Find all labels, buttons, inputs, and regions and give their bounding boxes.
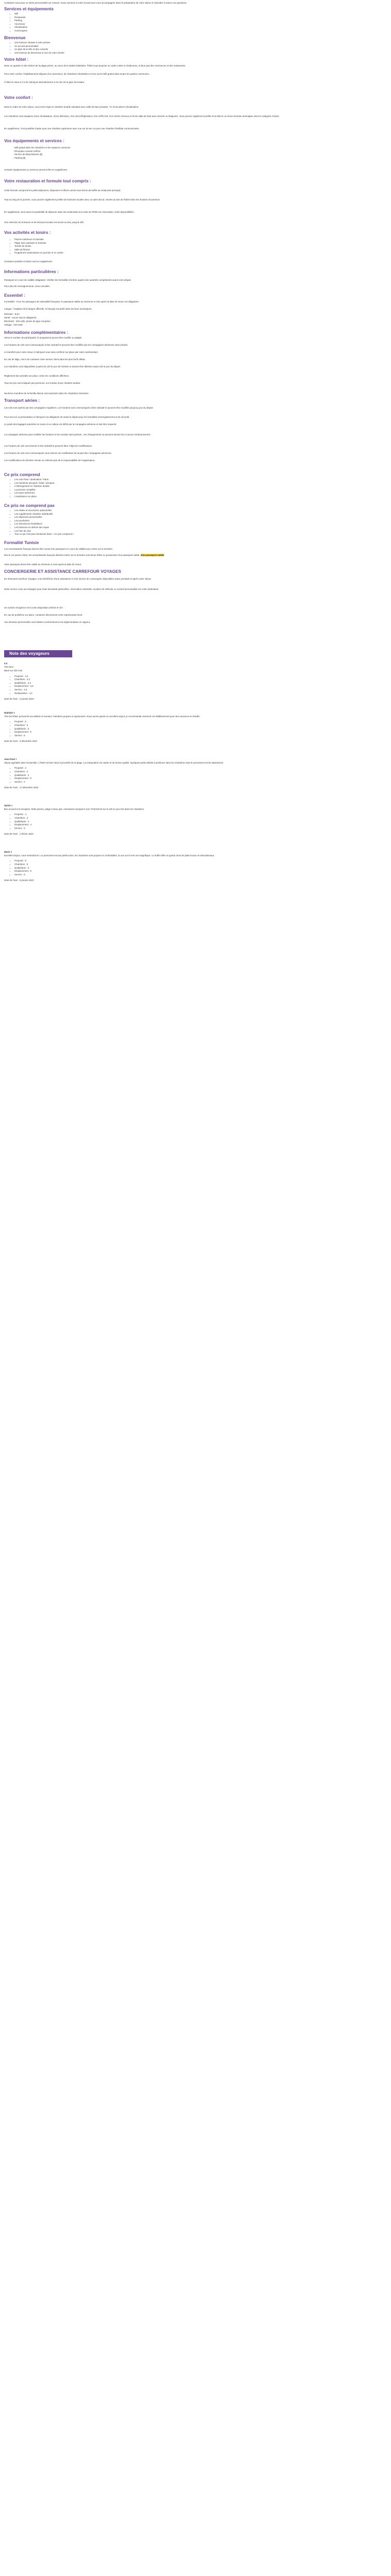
list-item: • Un accueil personnalisé bbox=[14, 45, 391, 48]
services-list bbox=[4, 12, 391, 33]
hotel-p3: L'hôtel se situe à 2 h de l'aéroport international et à 10 min de la gare ferroviaire. bbox=[4, 81, 85, 83]
list-item: • Piscine extérieure et transats bbox=[14, 238, 391, 242]
list-item: • Emplacement : 5 bbox=[14, 870, 386, 873]
info-comp-p6: Règlement des activités sur place, selon les conditions affichées. bbox=[4, 375, 70, 377]
review-text: Séjour agréable dans l'ensemble. L'hôtel est bien situé à proximité de la plage. La restauration est variée et de bonne qualité. Quelques petits détails à améliorer dans les chambres mais le personnel est très attentionné. bbox=[4, 761, 224, 765]
info-comp-p3: Le transfert pour votre retour à l'aéroport vous sera confirmé sur place par notre représentant. bbox=[4, 351, 99, 353]
review-meta: Basé sur 220 Avis bbox=[4, 669, 23, 672]
list-item: • Emplacement : 4,5 bbox=[14, 685, 386, 688]
transport-p5: Les horaires de vols sont donnés à titre indicatif et peuvent faire l'objet de modifications. bbox=[4, 445, 92, 447]
review-text: Bon accueil à la réception, belle piscine, plage à deux pas. Animations sympas le soir. Petit bémol sur le wifi un peu lent dans les chambres. bbox=[4, 808, 144, 811]
list-item: • L'hébergement en chambre double bbox=[14, 485, 391, 488]
transport-p1: Les vols sont opérés par des compagnies régulières. Les horaires sont communiqués à titre indicatif et peuvent être modifiés jusqu'au jour du départ. bbox=[4, 406, 154, 409]
list-item: • Qualité/prix : 5 bbox=[14, 727, 386, 731]
list-item: • Un plan de la ville et des conseils bbox=[14, 48, 391, 52]
review-label: Très bien bbox=[4, 666, 14, 669]
review-criteria bbox=[4, 720, 386, 737]
formalite-title: Formalité Tunisie bbox=[4, 540, 39, 545]
list-item: • Qualité/prix : 4 bbox=[14, 774, 386, 777]
list-item: • Les assurances facultatives bbox=[14, 522, 391, 526]
list-item: • Chambres : 5 bbox=[14, 724, 386, 727]
list-item: • Conciergerie bbox=[14, 29, 391, 33]
transport-p3: Le poids des bagages autorisés en soute et en cabine est défini par la compagnie aérienne et doit être respecté. bbox=[4, 423, 117, 426]
list-item: • Salle de fitness bbox=[14, 248, 391, 252]
equip-title: Vos équipements et services : bbox=[4, 139, 64, 143]
services-title: Services et équipements bbox=[4, 7, 54, 11]
list-item: - Wifi gratuit dans les chambres et les espaces communs bbox=[14, 146, 391, 150]
essentiel-p5: Électricité : 220 volts, prises de type européen. bbox=[4, 320, 52, 323]
bienvenue-title: Bienvenue bbox=[4, 36, 26, 40]
review-score: 5 bbox=[13, 711, 15, 714]
review-date: Date de l'avis : 1 février 2023 bbox=[4, 833, 34, 836]
list-item: - Service de blanchisserie ($) bbox=[14, 153, 391, 157]
list-item: • Chambres : 5 bbox=[14, 863, 386, 867]
equip-note: Certains équipements ou services peuvent être en supplément. bbox=[4, 168, 68, 171]
review-score: 4,4 bbox=[4, 662, 8, 665]
list-item: • Propreté : 4 bbox=[14, 767, 386, 770]
review-criteria bbox=[4, 859, 386, 876]
review-criteria bbox=[4, 675, 386, 696]
review-summary bbox=[4, 662, 386, 701]
conciergerie-p3: Un numéro d'urgence est à votre disposition 24h/24 et 7j/7. bbox=[4, 606, 63, 609]
equip-list bbox=[4, 146, 391, 160]
list-item: • Climatisation bbox=[14, 26, 391, 29]
review-card bbox=[4, 850, 386, 883]
non-compris-list bbox=[4, 509, 391, 536]
review-score: 4 bbox=[11, 804, 13, 807]
essentiel-p2: Langue : l'anglais est la langue officielle, le français est parlé dans les lieux touristiques. bbox=[4, 308, 92, 310]
list-item: • Propreté : 4 bbox=[14, 813, 386, 817]
highlight: d'un passeport valide bbox=[140, 554, 164, 556]
conciergerie-p5: Vos données personnelles sont traitées conformément à la réglementation en vigueur. bbox=[4, 621, 91, 623]
review-text: Très bel hôtel, personnel accueillant et souriant, chambres propres et spacieuses. Nous avons passé un excellent séjour, je recommande vivement cet établissement pour des vacances en famille. bbox=[4, 715, 201, 718]
list-item: • Les frais de visa bbox=[14, 530, 391, 533]
list-item: • Emplacement : 5 bbox=[14, 731, 386, 734]
review-text: Excellent séjour, nous reviendrons ! Le personnel est aux petits soins, les chambres sont propres et confortables, la vue sur la mer est magnifique. Le buffet offre un grand choix de plats locaux et internationaux. bbox=[4, 854, 215, 857]
list-item: • Tout ce qui n'est pas mentionné dans « Ce prix comprend » bbox=[14, 533, 391, 536]
activites-note: Certaines activités et loisirs sont en supplément. bbox=[4, 260, 53, 263]
restauration-title: Votre restauration et formule tout compris : bbox=[4, 179, 91, 183]
list-item: • Qualité/prix : 4 bbox=[14, 820, 386, 824]
compris-list bbox=[4, 478, 391, 499]
list-item: • Les suppléments chambre individuelle bbox=[14, 513, 391, 516]
transport-title: Transport aérien : bbox=[4, 398, 40, 403]
confort-title: Votre confort : bbox=[4, 95, 33, 100]
list-item: • Service : 5 bbox=[14, 734, 386, 738]
review-date: Date de l'avis : 3 janvier 2023 bbox=[4, 698, 34, 701]
activites-list bbox=[4, 238, 391, 255]
list-item: • Les pourboires bbox=[14, 519, 391, 523]
list-item: • La pension complète bbox=[14, 488, 391, 492]
list-item: • Une boisson de bienvenue le soir de votre arrivée bbox=[14, 52, 391, 55]
transport-p4: La compagnie aérienne peut modifier les horaires et les escales sans préavis ; ces changements ne peuvent donner lieu à aucun remboursement. bbox=[4, 433, 151, 436]
essentiel-title: Essentiel : bbox=[4, 293, 25, 298]
list-item: - Réception ouverte 24h/24 bbox=[14, 150, 391, 154]
list-item: • Terrain de tennis bbox=[14, 245, 391, 248]
conciergerie-p1: En réservant Carrefour Voyages, vous bénéficiez d'une assistance et d'un service de conciergerie disponibles avant, pendant et après votre séjour. bbox=[4, 578, 152, 580]
conciergerie-title: CONCIERGERIE ET ASSISTANCE CARREFOUR VOYAGES bbox=[4, 569, 121, 574]
list-item: • Qualité/prix : 5 bbox=[14, 867, 386, 870]
infos-p2: Pour plus de renseignements, nous consulter. bbox=[4, 285, 51, 287]
restauration-p1: Cette formule comprend les petits-déjeuners, déjeuners et dîners servis sous forme de buffet au restaurant principal. bbox=[4, 189, 121, 192]
list-item: • Chambres : 4 bbox=[14, 817, 386, 820]
list-item: • Qualité/prix : 4,4 bbox=[14, 682, 386, 685]
list-item: • Chambres : 4,3 bbox=[14, 678, 386, 682]
essentiel-p4: Santé : Aucun vaccin obligatoire. bbox=[4, 316, 37, 319]
essentiel-p6: Voltage : 220 volts bbox=[4, 324, 23, 326]
list-item: • Ascenseur bbox=[14, 23, 391, 26]
list-item: • L'assistance sur place bbox=[14, 495, 391, 499]
info-comp-title: Informations complémentaires : bbox=[4, 330, 69, 335]
confort-p3: En supplément, il est possible d'opter pour une chambre supérieure avec vue sur la mer ou pour une chambre familiale communicante. bbox=[4, 127, 140, 130]
list-item: • Restauration : 4,2 bbox=[14, 692, 386, 696]
review-criteria bbox=[4, 767, 386, 784]
confort-p2: Les chambres sont équipées d'une climatisation, d'une télévision, d'un mini-réfrigérateur, d'un coffre-fort, d'un sèche-cheveux et d'une salle de bain avec douche ou baignoire. Vous pourrez également profiter d'un balcon ou d'une terrasse aménagée selon la catégorie choisie. bbox=[4, 115, 280, 117]
review-date: Date de l'avis : 3 décembre 2022 bbox=[4, 740, 38, 743]
list-item: • Service : 5 bbox=[14, 873, 386, 877]
list-item: • Plage avec parasols et transats bbox=[14, 242, 391, 245]
intro-text: Contactez-nous pour un devis personnalisé sur mesure. Nous sommes à votre écoute pour vous accompagner dans la préparation de votre séjour et répondre à toutes vos questions. bbox=[4, 2, 187, 4]
list-item: • Service : 4 bbox=[14, 781, 386, 784]
review-card bbox=[4, 757, 386, 790]
hotel-p2: Pour votre confort, l'établissement dispose d'un ascenseur, de chambres climatisées et d'un accès Wifi gratuit dans toutes les parties communes. bbox=[4, 73, 150, 75]
list-item: • Parking bbox=[14, 19, 391, 23]
reviewer-name: Nathalie bbox=[4, 711, 13, 714]
hotel-title: Votre hôtel : bbox=[4, 57, 29, 62]
list-item: • Une boisson chaude à votre arrivée bbox=[14, 41, 391, 45]
essentiel-p1: Formalités : Pour les passagers de nationalité française, le passeport valide au minimum 6 mois après la date de retour est obligatoire. bbox=[4, 300, 139, 303]
list-item: • Propreté : 5 bbox=[14, 720, 386, 724]
list-item: • Emplacement : 5 bbox=[14, 777, 386, 781]
transport-p6: Les horaires de vols sont communiqués sous réserve de modification de la part des compagnies aériennes. bbox=[4, 452, 112, 454]
reviewer-name: Jean-Paul bbox=[4, 758, 15, 760]
list-item: • Chambres : 4 bbox=[14, 770, 386, 774]
list-item: • Programme d'animations en journée et en soirée bbox=[14, 251, 391, 255]
info-comp-p4: En cas de litige, merci de contacter notre service client dans les plus brefs délais. bbox=[4, 358, 86, 361]
list-item: • Restaurant bbox=[14, 16, 391, 20]
list-item: • Service : 5 bbox=[14, 827, 386, 831]
list-item: • Emplacement : 4 bbox=[14, 823, 386, 827]
review-card bbox=[4, 804, 386, 836]
list-item: • Les taxes aériennes bbox=[14, 492, 391, 495]
compris-title: Ce prix comprend bbox=[4, 472, 40, 477]
list-item: • Service : 4,5 bbox=[14, 688, 386, 692]
list-item: • Propreté : 5 bbox=[14, 859, 386, 863]
review-card bbox=[4, 711, 386, 743]
confort-p1: Dans le cadre de votre séjour, vous serez logé en chambre double standard avec salle de bain privative, TV écran plat et climatisation. bbox=[4, 106, 139, 108]
info-comp-p7: Tous les prix sont indiqués par personne, sur la base d'une chambre double. bbox=[4, 382, 81, 384]
conciergerie-p4: En cas de problème sur place, contactez directement notre représentant local. bbox=[4, 614, 83, 616]
review-date: Date de l'avis : 8 janvier 2023 bbox=[4, 879, 34, 882]
transport-p2: Pour tout vol, la présentation à l'aéroport est obligatoire 2h avant le départ pour les formalités d'enregistrement et de sécurité. bbox=[4, 416, 130, 418]
list-item: • Les vols Paris / destination / Paris bbox=[14, 478, 391, 482]
transport-p7: Les modifications de dernière minute ne relèvent pas de la responsabilité de l'organisateur. bbox=[4, 459, 95, 462]
restauration-p2: Tout au long de la journée, vous pourrez également profiter de boissons locales avec ou sans alcool, servies au bar de l'hôtel selon les horaires d'ouverture. bbox=[4, 198, 160, 201]
essentiel-p3: Monnaie : Euro bbox=[4, 313, 20, 315]
review-criteria bbox=[4, 813, 386, 830]
infos-title: Informations particulières : bbox=[4, 269, 59, 274]
restauration-p4: Une sélection de boissons et de boissons locales est servie au bar, jusqu'à 23h. bbox=[4, 221, 85, 224]
hotel-p1: Dans un quartier à 150 mètres de la plage privée, au cœur de la station balnéaire, l'hôtel vous propose un cadre calme et chaleureux, à deux pas des commerces et des restaurants. bbox=[4, 64, 186, 67]
info-comp-p2: Les horaires de vols sont communiqués à titre indicatif et peuvent être modifiés par les compagnies aériennes sans préavis. bbox=[4, 344, 128, 346]
reviews-banner: Note des voyageurs bbox=[4, 650, 72, 657]
activites-title: Vos activités et loisirs : bbox=[4, 230, 51, 235]
infos-p1: Passeport en cours de validité obligatoire. Vérifiez les formalités d'entrée auprès des autorités compétentes avant votre départ. bbox=[4, 279, 132, 281]
review-score: 4 bbox=[15, 758, 17, 760]
list-item: • Wifi bbox=[14, 12, 391, 16]
list-item: - Parking ($) bbox=[14, 157, 391, 160]
list-item: • Les transferts aéroport / hôtel / aéroport bbox=[14, 482, 391, 485]
list-item: • Les dépenses personnelles bbox=[14, 516, 391, 519]
bienvenue-list bbox=[4, 41, 391, 55]
list-item: • Les boissons en dehors des repas bbox=[14, 526, 391, 530]
list-item: • Les visites et excursions optionnelles bbox=[14, 509, 391, 513]
list-item: • Propreté : 4,4 bbox=[14, 675, 386, 679]
review-date: Date de l'avis : 17 décembre 2022 bbox=[4, 786, 39, 789]
info-comp-p5: Les chambres sont disponibles à partir de 14h le jour de l'arrivée et doivent être libérées avant 12h le jour du départ. bbox=[4, 365, 121, 368]
restauration-p3: En supplément, vous aurez la possibilité de déjeuner dans les restaurants à la carte de l'hôtel sur réservation, selon disponibilités. bbox=[4, 211, 135, 213]
non-compris-title: Ce prix ne comprend pas bbox=[4, 503, 55, 508]
reviewer-name: Marie bbox=[4, 851, 10, 853]
conciergerie-p2: Notre service vous accompagne pour toute demande particulière, réservation d'activités, location de véhicule ou conseil personnalisé sur votre destination. bbox=[4, 588, 159, 590]
review-score: 5 bbox=[10, 851, 12, 853]
note-line: Seuls les membres de la famille directe sont autorisés dans les chambres réservées. bbox=[4, 392, 89, 395]
formalite-p2: Dès le 1er janvier 2022, les ressortissants français désirant entrer sur le territoire sont tenus d'être en possession d'un passeport valide. d'un passeport valide bbox=[4, 554, 164, 556]
reviewer-name: Sylvie bbox=[4, 804, 11, 807]
formalite-p3: Votre passeport devra être valide au minimum 6 mois après la date de retour. bbox=[4, 563, 82, 566]
formalite-p1: Les ressortissants français doivent être munis d'un passeport en cours de validité pour entrer sur le territoire. bbox=[4, 548, 113, 550]
info-comp-p1: Selon le nombre de participants, le programme pourra être modifié ou adapté. bbox=[4, 336, 83, 339]
